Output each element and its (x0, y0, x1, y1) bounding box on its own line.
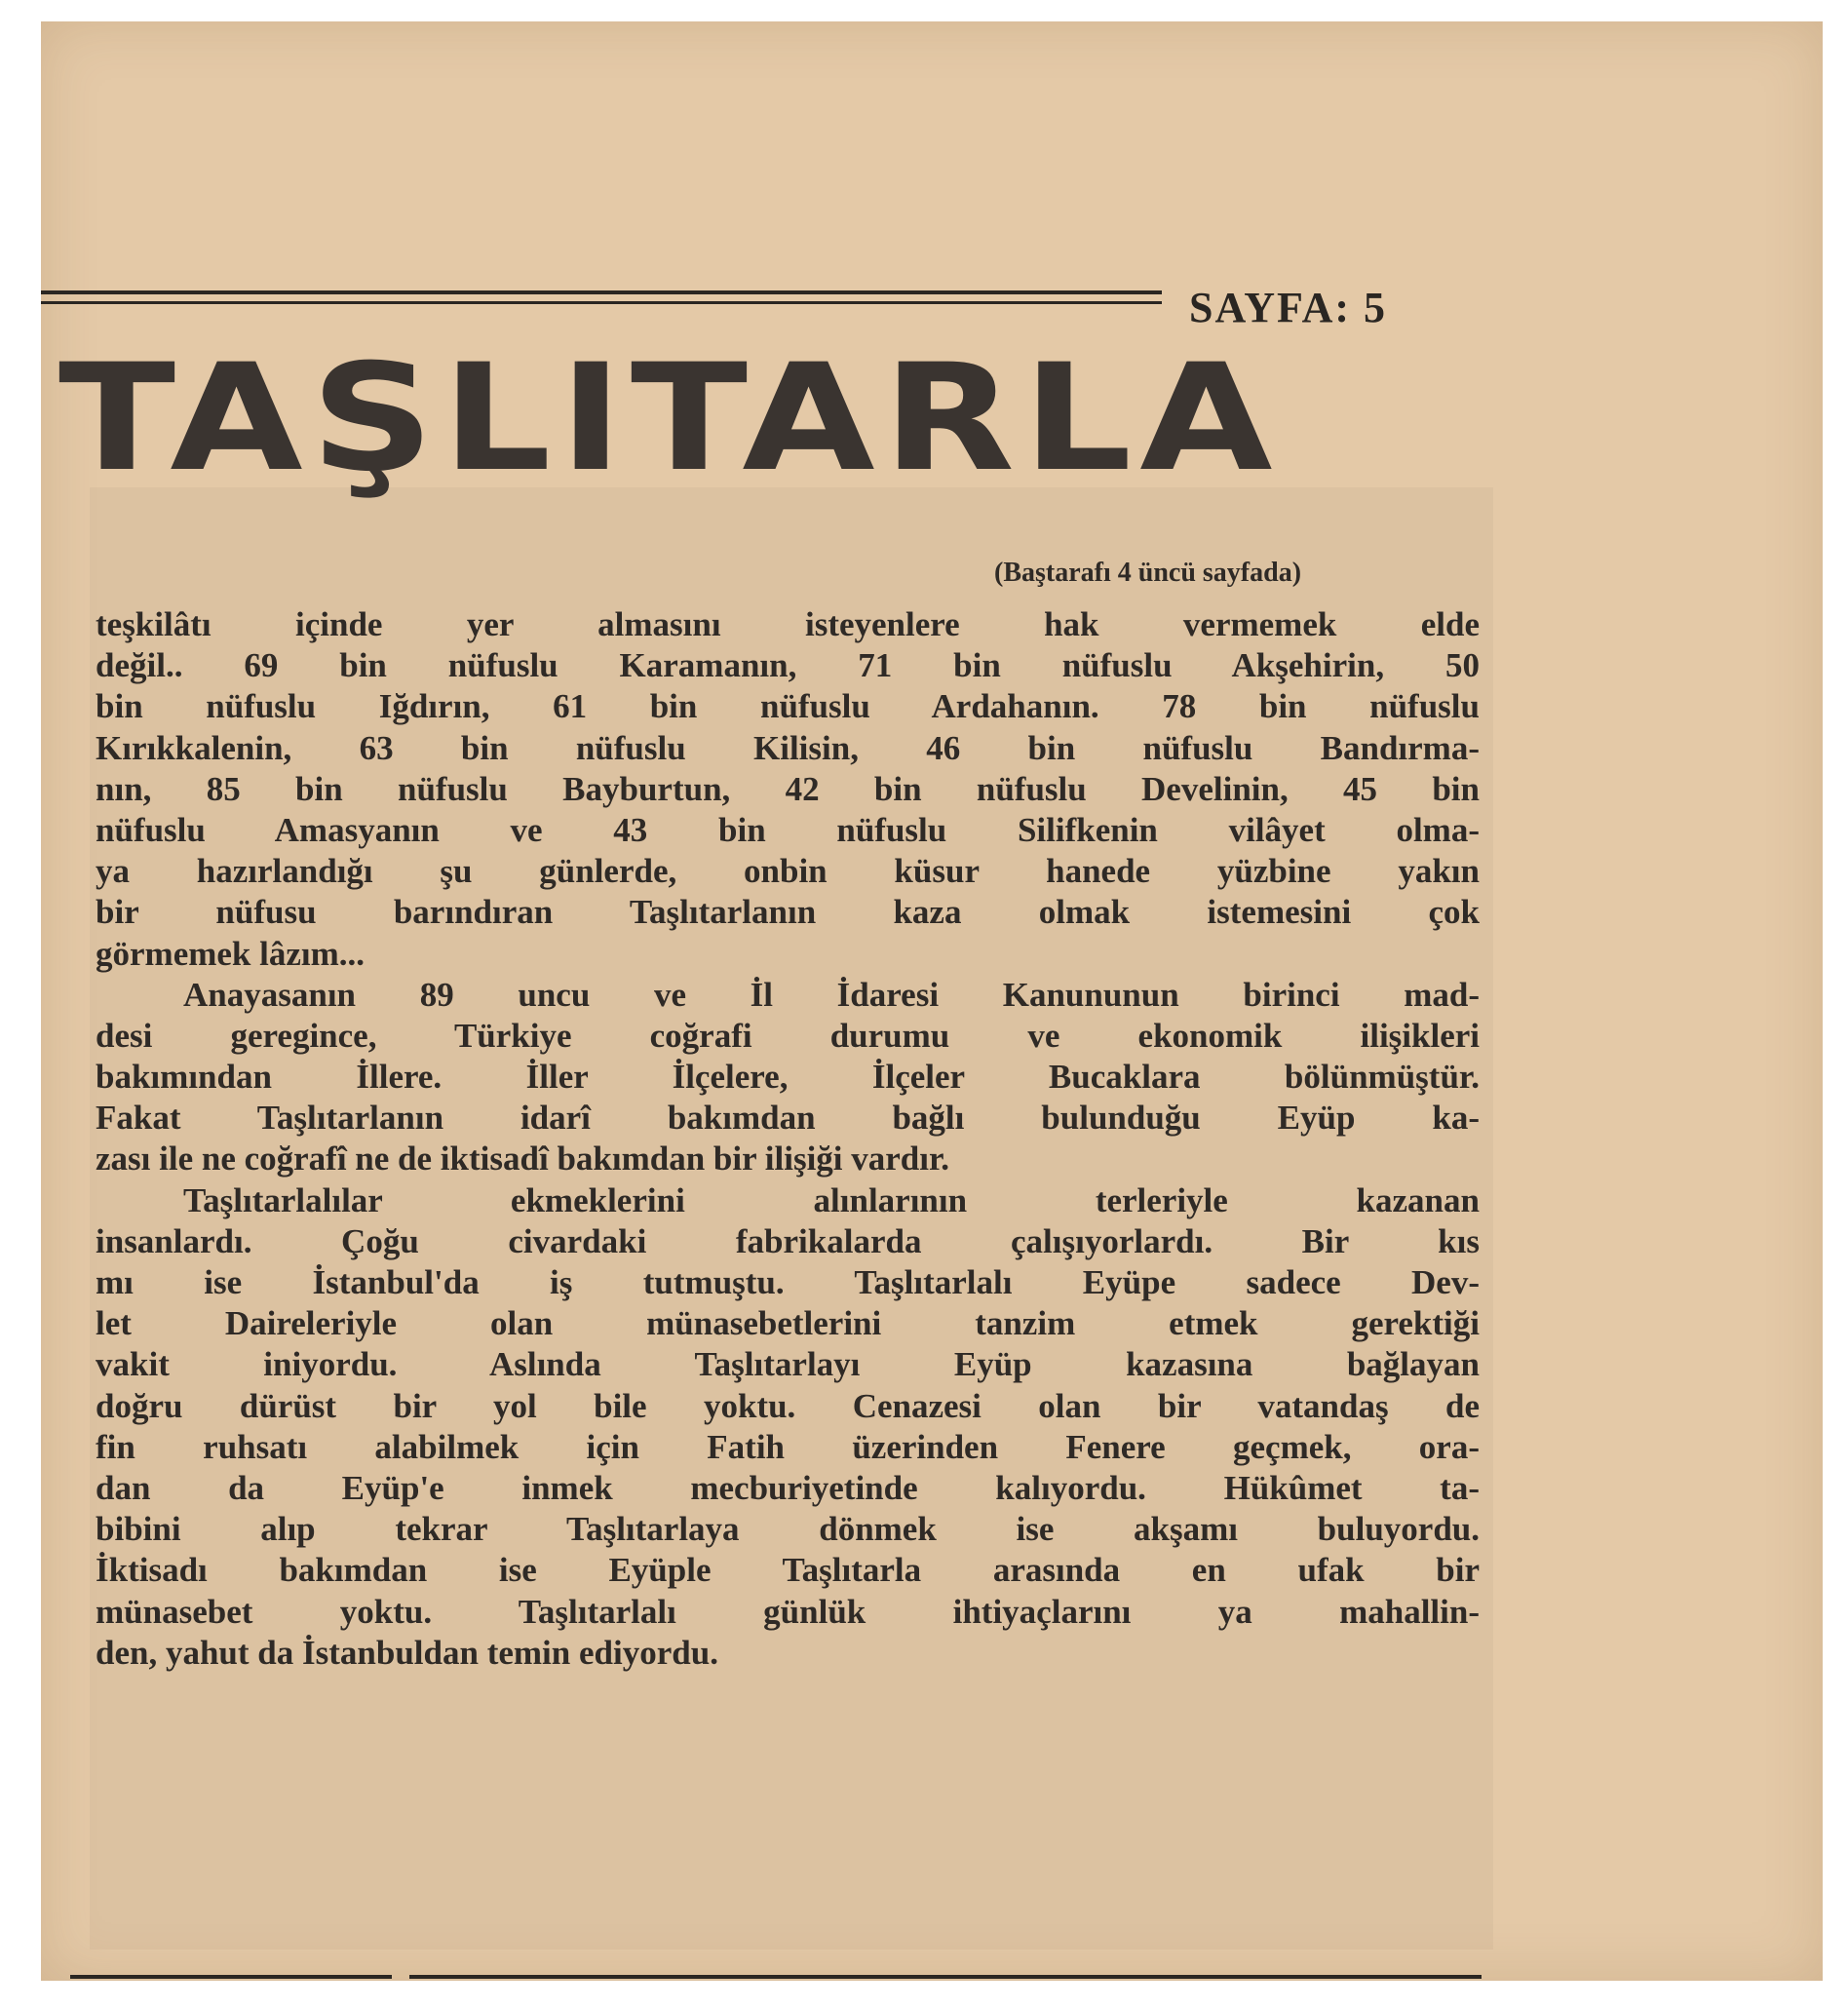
body-line: doğru dürüst bir yol bile yoktu. Cenazesi olan bir vatandaş de (96, 1386, 1480, 1425)
body-line: desi geregince, Türkiye coğrafi durumu ve ekonomik ilişikleri (96, 1016, 1480, 1055)
header-rule (41, 290, 1162, 304)
page-number-label: SAYFA: 5 (1189, 284, 1388, 331)
body-line: zası ile ne coğrafî ne de iktisadî bakımdan bir ilişiği vardır. (96, 1140, 950, 1178)
article-body (96, 604, 1480, 1674)
footer-rule-left (70, 1975, 392, 1979)
body-line: Anayasanın 89 uncu ve İl İdaresi Kanununun birinci mad- (183, 975, 1480, 1014)
body-line: Taşlıtarlalılar ekmeklerini alınlarının terleriyle kazanan (183, 1180, 1480, 1219)
article-headline: TAŞLITARLA (58, 331, 1281, 505)
body-line: bakımından İllere. İller İlçelere, İlçeler Bucaklara bölünmüştür. (96, 1058, 1480, 1097)
body-line: nın, 85 bin nüfuslu Bayburtun, 42 bin nüfuslu Develinin, 45 bin (96, 769, 1480, 808)
body-line: Kırıkkalenin, 63 bin nüfuslu Kilisin, 46 bin nüfuslu Bandırma- (96, 728, 1480, 767)
body-line: vakit iniyordu. Aslında Taşlıtarlayı Eyüp kazasına bağlayan (96, 1345, 1480, 1384)
body-line: dan da Eyüp'e inmek mecburiyetinde kalıyordu. Hükûmet ta- (96, 1468, 1480, 1507)
body-line: Fakat Taşlıtarlanın idarî bakımdan bağlı bulunduğu Eyüp ka- (96, 1099, 1480, 1138)
body-line: let Daireleriyle olan münasebetlerini tanzim etmek gerektiği (96, 1304, 1480, 1343)
body-line: teşkilâtı içinde yer almasını isteyenlere hak vermemek elde (96, 605, 1480, 643)
body-line: İktisadı bakımdan ise Eyüple Taşlıtarla arasında en ufak bir (96, 1551, 1480, 1590)
body-line: görmemek lâzım... (96, 934, 366, 973)
body-line: mı ise İstanbul'da iş tutmuştu. Taşlıtarlalı Eyüpe sadece Dev- (96, 1263, 1480, 1301)
body-line: insanlardı. Çoğu civardaki fabrikalarda çalışıyorlardı. Bir kıs (96, 1221, 1480, 1260)
body-line: bir nüfusu barındıran Taşlıtarlanın kaza olmak istemesini çok (96, 893, 1480, 932)
body-line: fin ruhsatı alabilmek için Fatih üzerinden Fenere geçmek, ora- (96, 1427, 1480, 1466)
body-line: bibini alıp tekrar Taşlıtarlaya dönmek ise akşamı buluyordu. (96, 1510, 1480, 1549)
body-line: ya hazırlandığı şu günlerde, onbin küsur hanede yüzbine yakın (96, 852, 1480, 891)
footer-rule-right (409, 1975, 1482, 1979)
body-line: den, yahut da İstanbuldan temin ediyordu. (96, 1633, 718, 1672)
body-line: bin nüfuslu Iğdırın, 61 bin nüfuslu Ardahanın. 78 bin nüfuslu (96, 687, 1480, 726)
body-line: değil.. 69 bin nüfuslu Karamanın, 71 bin nüfuslu Akşehirin, 50 (96, 646, 1480, 685)
continued-from-note: (Baştarafı 4 üncü sayfada) (994, 558, 1302, 588)
body-line: nüfuslu Amasyanın ve 43 bin nüfuslu Silifkenin vilâyet olma- (96, 810, 1480, 849)
body-line: münasebet yoktu. Taşlıtarlalı günlük ihtiyaçlarını ya mahallin- (96, 1592, 1480, 1631)
